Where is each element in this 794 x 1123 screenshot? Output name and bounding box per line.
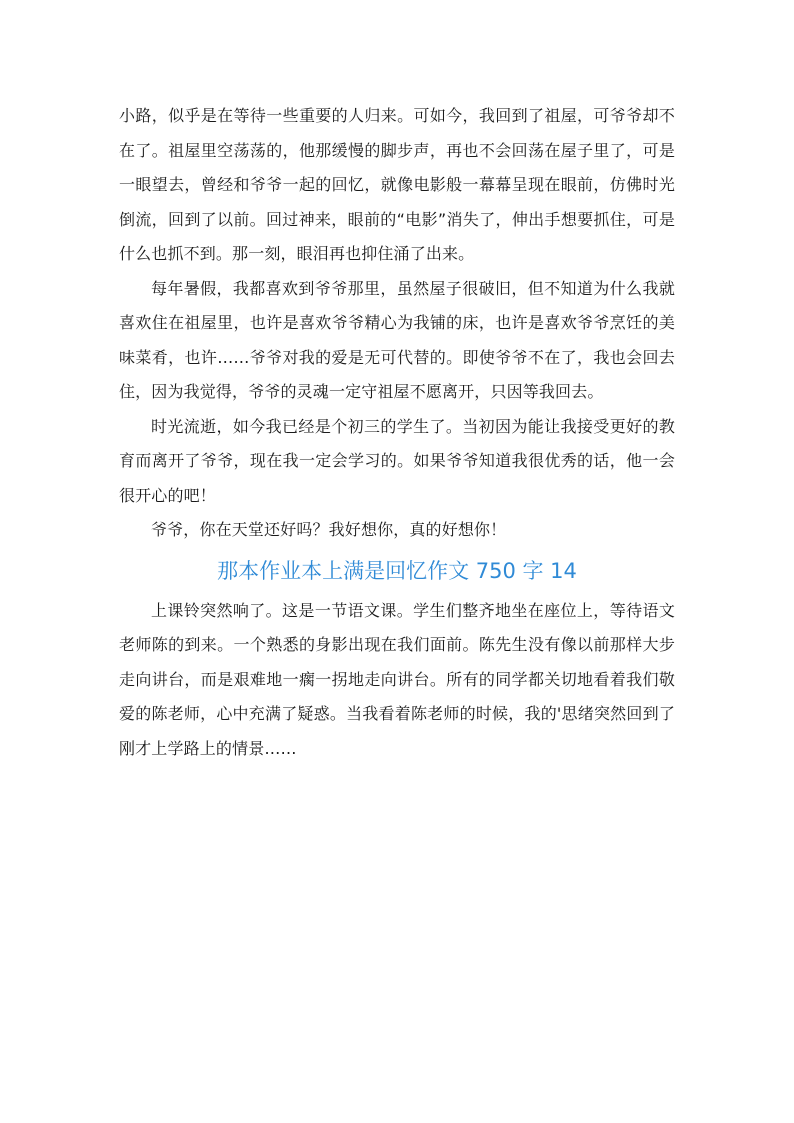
essay-title: 那本作业本上满是回忆作文 750 字 14 bbox=[217, 558, 577, 583]
document-body bbox=[119, 99, 675, 766]
paragraph-5: 上课铃突然响了。这是一节语文课。学生们整齐地坐在座位上，等待语文老师陈的到来。一个熟悉的身影出现在我们面前。陈先生没有像以前那样大步走向讲台，而是艰难地一瘸一拐地走向讲台。所有的同学都关切地看着我们敬爱的陈老师，心中充满了疑惑。当我看着陈老师的时候，我的'思绪突然回到了刚才上学路上的情景…… bbox=[119, 600, 675, 758]
paragraph-3: 时光流逝，如今我已经是个初三的学生了。当初因为能让我接受更好的教育而离开了爷爷，现在我一定会学习的。如果爷爷知道我很优秀的话，他一会很开心的吧！ bbox=[119, 416, 675, 505]
paragraph-1: 小路，似乎是在等待一些重要的人归来。可如今，我回到了祖屋，可爷爷却不在了。祖屋里空荡荡的，他那缓慢的脚步声，再也不会回荡在屋子里了，可是一眼望去，曾经和爷爷一起的回忆，就像电影般一幕幕呈现在眼前，仿佛时光倒流，回到了以前。回过神来，眼前的“电影”消失了，伸出手想要抓住，可是什么也抓不到。那一刻，眼泪再也抑住涌了出来。 bbox=[119, 106, 675, 263]
paragraph-2: 每年暑假，我都喜欢到爷爷那里，虽然屋子很破旧，但不知道为什么我就喜欢住在祖屋里，也许是喜欢爷爷精心为我铺的床，也许是喜欢爷爷烹饪的美味菜肴，也许……爷爷对我的爱是无可代替的。即使爷爷不在了，我也会回去住，因为我觉得，爷爷的灵魂一定守祖屋不愿离开，只因等我回去。 bbox=[119, 278, 675, 401]
paragraph-4: 爷爷，你在天堂还好吗？我好想你，真的好想你！ bbox=[151, 520, 507, 539]
